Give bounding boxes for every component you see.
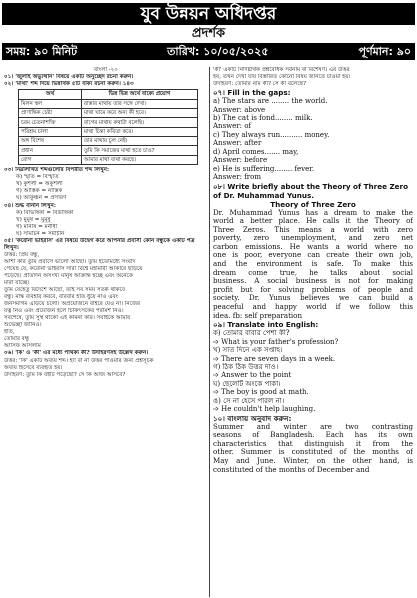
answer-line: উত্তর: 'কি' একটি অব্যয় শব্দ। হ্যাঁ বা না উত্তর পাওয়ার জন্য প্রশ্নসূচক: [4, 357, 154, 364]
list-item: Answer: from: [213, 173, 262, 182]
paragraph-line: other. Summer is constituted of the months of: [213, 448, 413, 457]
list-item: ঘ) আকুঞ্চন = প্রসারণ: [16, 195, 67, 202]
question-4: ০৪। শুদ্ধ বানান লিখুন:: [4, 202, 56, 209]
table-cell: মিলন স্থল: [19, 99, 82, 108]
table-header-cell: ভিন্ন ভিন্ন অর্থে বাক্যে প্রয়োগ: [82, 90, 198, 99]
exam-marks: পূর্ণমান: ৯০: [358, 45, 411, 58]
org-title: যুব উন্নয়ন অধিদপ্তর: [2, 3, 415, 25]
table-cell: মাথা ঘামে করে অন্য কী হবে।: [82, 108, 198, 117]
list-item: b) The cat is fond........ milk.: [213, 114, 313, 123]
list-item: ঘ) ছেলেটি অংকে পাকা।: [213, 379, 281, 388]
letter-line: তোমার বন্ধু: [4, 336, 30, 343]
list-item: ঙ) সে না হেসে পারল না।: [213, 396, 285, 405]
list-item: গ) ঠিক ঠিক উত্তর দাও।: [213, 362, 279, 371]
list-item: ক) বিভিষিকা = বিভীষিকা: [16, 209, 74, 216]
paragraph-line: seasons of Bangladesh. Each has its own: [213, 431, 413, 440]
answer-line: উদাহরণ: তোমার নাম কী? সে কী বলেছে?: [213, 81, 306, 88]
list-item: ক) তোমার বাবার পেশা কী?: [213, 329, 290, 338]
letter-line: বন্ধু। মাস্ক ব্যবহার করবে, বারবার হাত ধুয়ে নাও এবং: [4, 294, 119, 301]
paragraph-line: dream come true, he talks about social: [213, 268, 413, 277]
letter-line: ইতি,: [4, 329, 15, 336]
table-cell: চরম চেতনাশক্তি: [19, 118, 82, 127]
table-row: [19, 137, 198, 146]
list-item: খ) সাত দিনে এক সপ্তাহ।: [213, 346, 283, 355]
list-item: গ) আস্তিক = নাস্তিক: [16, 188, 63, 195]
list-item: খ) মুমূর্ষ = মুমূর্ষু: [16, 216, 51, 223]
question-1: ০১। 'জুলাই অভ্যুত্থান' বিষয়ে একটি অনুচ্ছেদ রচনা করুন।: [4, 74, 134, 81]
list-item: ➩ What is your father's profession?: [213, 337, 339, 346]
letter-line: আসিফ আসলাম: [4, 343, 41, 350]
answer-line: অব্যয় হিসেবে ব্যবহৃত হয়।: [4, 364, 63, 371]
letter-line: মারা যাচ্ছে।: [4, 280, 30, 287]
letter-line: জনসমাগম এড়িয়ে চলো। অপ্রয়োজনে বাইরে যেও না। নিজের: [4, 301, 141, 308]
paragraph-line: poverty, zero unemployment, and zero net: [213, 234, 413, 243]
paragraph-line: Summer and winter are two contrasting: [213, 422, 413, 431]
question-9: ০৯। Translate into English:: [213, 320, 319, 330]
question-5: ০৫। 'করোনা ভাইরাস' এর বিষয়ে উদ্বেগ করে আপনার প্রবাসী কোন বন্ধুকে একটি পত্র লিখুন।: [4, 237, 195, 251]
column-divider: [209, 67, 210, 597]
exam-meta-bar: [2, 43, 415, 60]
paragraph-line: Three Zeros. This means a world with zero: [213, 225, 413, 234]
table-cell: রাস্তার মাথায় তার সঙ্গে দেখা।: [82, 99, 198, 108]
exam-header: [2, 2, 415, 66]
paragraph-line: profit but for solving problems of people and: [213, 285, 413, 294]
paragraph-line: business. A social business is not for making: [213, 277, 413, 286]
paragraph-line: characteristics that distinguish it from the: [213, 439, 413, 448]
left-column: [4, 67, 208, 379]
paragraph-line: and the environment is safe. To make this: [213, 260, 413, 269]
paragraph-line: constituted of the months of December and: [213, 465, 370, 474]
paragraph-line: world a better place. He calls it the Theory of: [213, 217, 413, 226]
essay-title: Theory of Three Zero: [270, 199, 356, 209]
letter-line: যত্ন নিও এবং প্রয়োজন হলে চিকিৎসকের পরামর্শ নিও।: [4, 308, 124, 315]
list-item: ➩ There are seven days in a week.: [213, 354, 336, 363]
letter-line: আশা করি তুমি প্রবাসে ভালো আছো। তুমি ইতোমধ্যে সংবাদ: [4, 258, 136, 265]
letter-line: সবশেষে, তুমি সুস্থ থাকো এই কামনা করি। সবাইকে আমার: [4, 315, 131, 322]
list-item: খ) কুশলী = অকুশলী: [16, 181, 63, 188]
paragraph-line: carbon emissions. He wants a world where no: [213, 242, 413, 251]
table-cell: অঙ্গ বিশেষ: [19, 137, 82, 146]
list-item: ঘ) সমিচিন = সমীচীন: [16, 230, 65, 237]
table-cell: প্রাণান্তিক চেষ্টা: [19, 108, 82, 117]
list-item: a) The stars are ........ the world.: [213, 97, 328, 106]
list-item: d) April comes....... may,: [213, 147, 299, 156]
question-7: ০৭। Fill in the gaps:: [213, 88, 291, 98]
list-item: Answer: after: [213, 139, 262, 148]
question-6: ০৬। 'কি' ও 'কী' এর মধ্যে পার্থক্য কী? উদাহরণসহ উল্লেখ করুন।: [4, 350, 149, 357]
paragraph-line: one is poor, everyone can create their own job,: [213, 251, 413, 260]
table-row: [19, 108, 198, 117]
table-header-row: [19, 90, 198, 99]
question-3: ০৩। নিম্নলিখিত শব্দগুলোর বিপরীত শব্দ লিখুন:: [4, 167, 110, 174]
list-item: e) He is suffering........ fever.: [213, 164, 315, 173]
question-8: ০৮। Write briefly about the Theory of Three Zero of Dr. Muhammad Yunus.: [213, 181, 409, 200]
list-item: Answer: before: [213, 156, 268, 165]
list-item: ক) স্মৃতি = বিস্মৃতি: [16, 174, 59, 181]
letter-line: উত্তর: প্রিয় বন্ধু,: [4, 251, 40, 258]
list-item: ➩ The boy is good at math.: [213, 388, 309, 397]
table-cell: রোগ: [19, 155, 82, 164]
answer-line: উদাহরণ: তুমি কি বইটি পড়েছো? সে কি আজ আসবে?: [4, 371, 126, 378]
letter-line: পেয়েছ যে, করোনা ভাইরাস সারা বিশ্বে মহামারী আকারে ছড়িয়ে: [4, 265, 143, 272]
list-item: c) They always run.......... money.: [213, 130, 330, 139]
paragraph-line: Dr. Muhammad Yunus has a dream to make the: [213, 208, 413, 217]
table-cell: প্রধান: [19, 146, 82, 155]
table-cell: মাথা চিন্তা কবিতা করে।: [82, 127, 198, 136]
list-item: ➩ Answer to the point: [213, 371, 292, 380]
question-2: ০২। 'মাথা' শব্দ দিয়ে ভিন্নার্থক ৫টি বাক্য রচনা করুন। ১৪৩: [4, 81, 134, 88]
paragraph-line: idea. fb: self preparation: [213, 311, 303, 320]
meanings-table: [18, 89, 198, 165]
list-item: Answer: above: [213, 105, 266, 114]
table-cell: তার মাথায় চুল নেই।: [82, 137, 198, 146]
table-row: [19, 118, 198, 127]
paragraph-line: society. Dr. Yunus believes we can build a: [213, 294, 413, 303]
list-item: Answer: of: [213, 122, 252, 131]
table-cell: রাগের মাথায় কথাটা বলেছি।: [82, 118, 198, 127]
letter-line: পড়েছে। প্রতিদিন অসংখ্য মানুষ আক্রান্ত হচ্ছে এবং অনেকে: [4, 272, 133, 279]
letter-line: তুমি যেহেতু বিদেশে আছো, তাই সব সময় সতর্ক থাকবে: [4, 287, 125, 294]
table-cell: তুমি কি সমাজের মাথা হতে চাও?: [82, 146, 198, 155]
table-row: [19, 127, 198, 136]
answer-line: হয়, তখন দেখা যায় বিস্তারিত কোনো বিষয় জানতে চাওয়া হয়।: [213, 74, 351, 81]
right-column: [213, 67, 413, 474]
answer-line: 'কী' একটি নির্দিষ্টার্থক প্রশ্নবোধক সর্বনাম বা বিশেষণ। এর উত্তর: [213, 67, 350, 73]
translation-list: [213, 329, 413, 413]
subject-label: বাংলা -২০: [94, 67, 118, 73]
exam-time: সময়: ৯০ মিনিট: [6, 45, 78, 58]
translation-paragraph: [213, 423, 413, 475]
list-item: গ) মনিষি = মনীষী: [16, 223, 58, 230]
paragraph-line: peaceful and happy world if we follow this: [213, 303, 413, 312]
table-row: [19, 99, 198, 108]
table-cell: পরিশ্রম চালা: [19, 127, 82, 136]
exam-subtitle: প্রদর্শক: [191, 26, 226, 41]
exam-date: তারিখ: ১০/০৫/২০২৫: [167, 45, 269, 58]
question-10: ১০। বাংলায় অনুবাদ করুন:: [213, 413, 292, 423]
table-header-cell: অর্থ: [19, 90, 82, 99]
table-cell: আমার মাথা ব্যথা করছে।: [82, 155, 198, 164]
paragraph-line: May and June. Winter, on the other hand, is: [213, 456, 413, 465]
fill-gaps-list: [213, 97, 413, 181]
list-item: ➩ He couldn't help laughing.: [213, 405, 316, 414]
letter-line: শুভেচ্ছা জানিও।: [4, 322, 42, 329]
table-row: [19, 146, 198, 155]
essay-paragraph: [213, 209, 413, 321]
table-row: [19, 155, 198, 164]
